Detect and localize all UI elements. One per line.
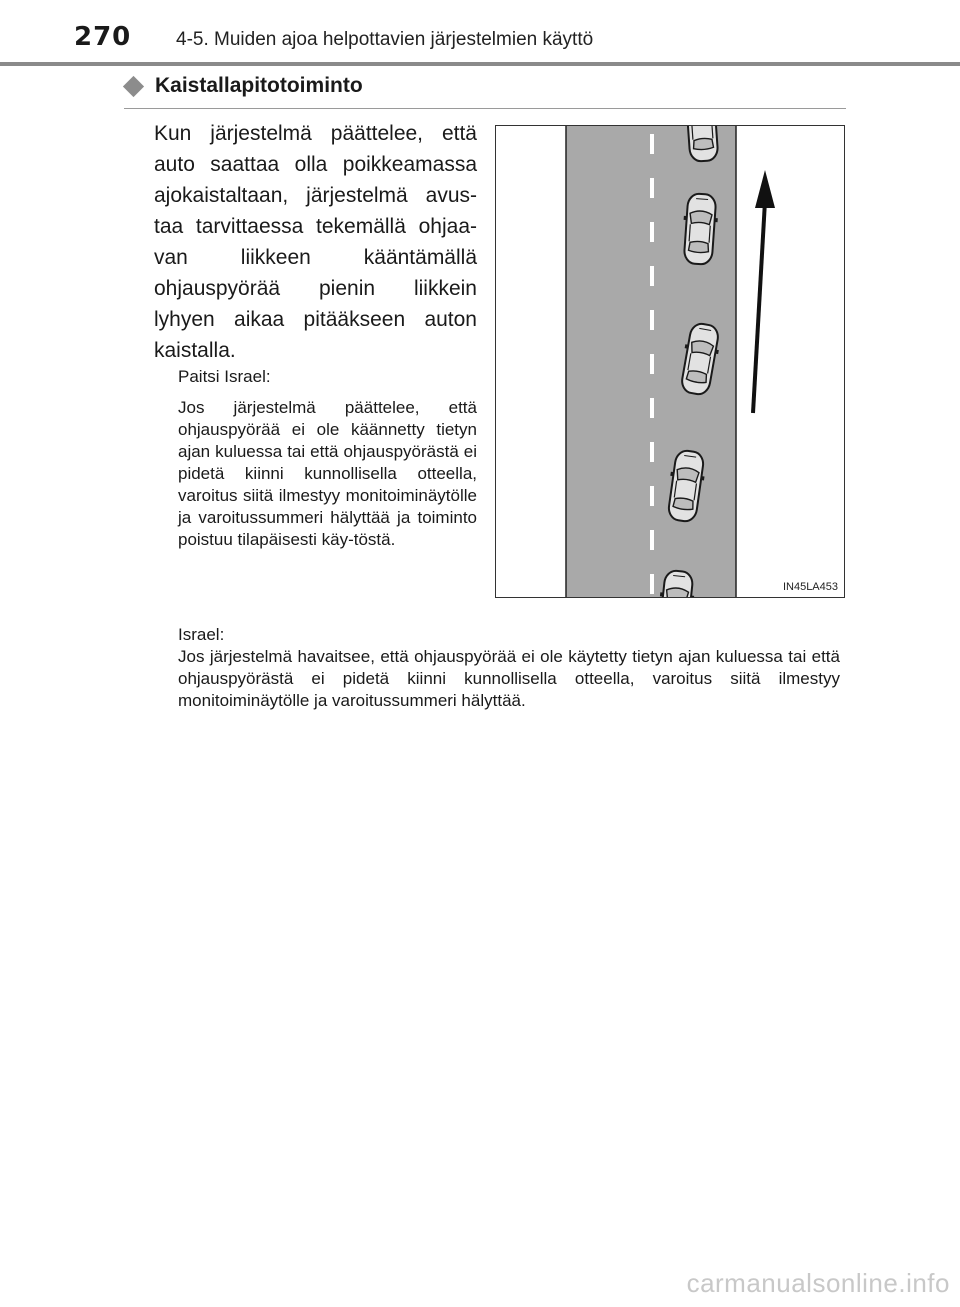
note-label: Paitsi Israel: — [178, 367, 271, 386]
header-divider — [0, 62, 960, 66]
road-diagram — [496, 126, 845, 598]
note-paragraph: Jos järjestelmä päättelee, että ohjauspyörää ei ole käännetty tietyn ajan kuluessa tai että ohjauspyörästä ei pidetä kiinni kunnollisella otteella, varoitus siitä ilmestyy monitoiminäytölle ja varoitussummeri hälyttää ja toiminto poistuu tilapäisesti käy-töstä. — [178, 398, 477, 549]
israel-label: Israel: — [178, 625, 225, 644]
arrow-up-icon — [755, 170, 775, 208]
main-paragraph: Kun järjestelmä päättelee, että auto saattaa olla poikkeamassa ajokaistaltaan, järjestelmä avus-taa tarvittaessa tekemällä ohjaa-van liikkeen kääntämällä ohjauspyörää pienin liikkein lyhyen aikaa pitääkseen auton kaistalla. — [154, 122, 477, 362]
section-heading — [124, 74, 846, 109]
section-title: Kaistallapitotoiminto — [155, 74, 363, 97]
page-number: 270 — [74, 22, 132, 52]
chapter-title: 4-5. Muiden ajoa helpottavien järjestelmien käyttö — [176, 29, 594, 50]
diamond-bullet-icon — [123, 76, 144, 97]
watermark: carmanualsonline.info — [686, 1268, 950, 1298]
return-arrow-shaft — [753, 201, 765, 413]
figure-code: IN45LA453 — [782, 581, 838, 593]
israel-paragraph: Jos järjestelmä havaitsee, että ohjauspyörää ei ole käytetty tietyn ajan kuluessa tai että ohjauspyörästä ei pidetä kiinni kunnollisella otteella, varoitus siitä ilmestyy monitoiminäytölle ja varoitussummeri hälyttää. — [178, 647, 840, 710]
lane-keeping-illustration — [495, 125, 845, 598]
